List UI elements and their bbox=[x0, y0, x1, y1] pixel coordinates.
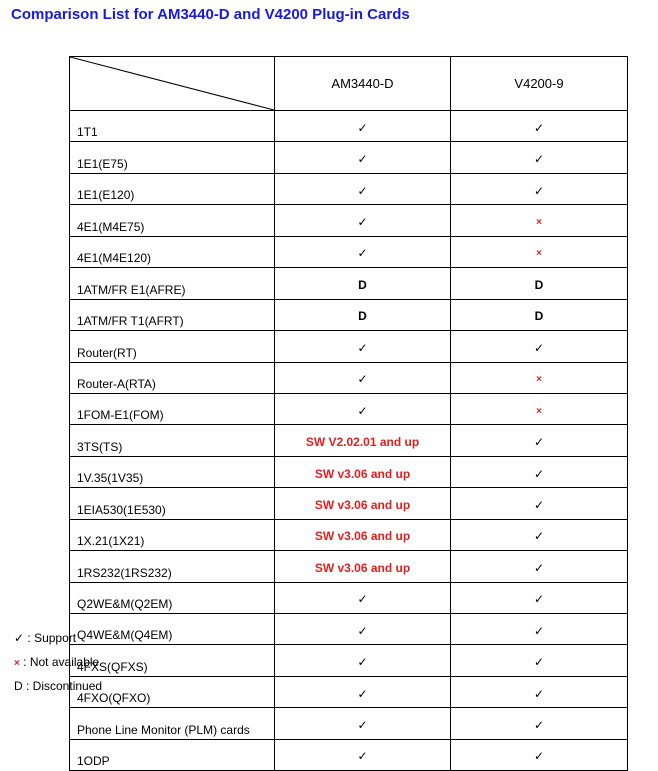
cross-icon: × bbox=[536, 374, 542, 386]
am3440d-support-cell bbox=[275, 205, 451, 236]
am3440d-support-cell bbox=[275, 111, 451, 142]
software-version-note: SW v3.06 and up bbox=[314, 529, 411, 544]
v4200-support-cell bbox=[451, 393, 628, 424]
card-name-cell: 1ATM/FR E1(AFRE) bbox=[70, 268, 275, 299]
check-icon: ✓ bbox=[357, 686, 368, 701]
check-icon: ✓ bbox=[357, 152, 368, 167]
check-icon: ✓ bbox=[533, 718, 545, 733]
check-icon: ✓ bbox=[533, 686, 545, 701]
am3440d-support-cell bbox=[275, 519, 451, 550]
card-name-cell: 1EIA530(1E530) bbox=[70, 488, 275, 519]
am3440d-support-cell bbox=[275, 142, 451, 173]
check-icon: ✓ bbox=[357, 120, 368, 135]
v4200-support-cell bbox=[451, 456, 628, 487]
table-row bbox=[70, 739, 628, 770]
check-icon: ✓ bbox=[533, 749, 545, 764]
am3440d-support-cell bbox=[275, 614, 451, 645]
table-row bbox=[70, 456, 628, 487]
table-row bbox=[70, 551, 628, 582]
check-icon: ✓ bbox=[357, 246, 368, 261]
table-row bbox=[70, 173, 628, 204]
card-name-cell: 1T1 bbox=[70, 111, 275, 142]
check-icon: ✓ bbox=[357, 718, 368, 733]
discontinued-mark: D bbox=[358, 309, 367, 324]
check-icon: ✓ bbox=[357, 183, 368, 198]
card-name-cell: 4FXO(QFXO) bbox=[70, 676, 275, 707]
legend-item-check bbox=[14, 631, 76, 645]
am3440d-support-cell bbox=[275, 582, 451, 613]
comparison-table-body bbox=[70, 57, 628, 771]
table-row bbox=[70, 425, 628, 456]
table-row bbox=[70, 582, 628, 613]
v4200-support-cell bbox=[451, 739, 628, 770]
v4200-support-cell bbox=[451, 645, 628, 676]
am3440d-support-cell bbox=[275, 299, 451, 330]
table-row bbox=[70, 268, 628, 299]
card-name-cell: 1RS232(1RS232) bbox=[70, 551, 275, 582]
am3440d-support-cell bbox=[275, 236, 451, 267]
table-row bbox=[70, 676, 628, 707]
v4200-support-cell bbox=[451, 425, 628, 456]
check-icon: ✓ bbox=[533, 529, 545, 544]
v4200-support-cell bbox=[451, 488, 628, 519]
discontinued-mark: D bbox=[14, 679, 23, 693]
diagonal-line bbox=[70, 57, 274, 110]
card-name-cell: Router(RT) bbox=[70, 331, 275, 362]
card-name-cell: 4E1(M4E75) bbox=[70, 205, 275, 236]
table-row bbox=[70, 111, 628, 142]
v4200-support-cell bbox=[451, 205, 628, 236]
check-icon: ✓ bbox=[533, 435, 545, 450]
table-row bbox=[70, 205, 628, 236]
v4200-support-cell bbox=[451, 582, 628, 613]
software-version-note: SW v3.06 and up bbox=[314, 497, 411, 512]
card-name-cell: Q4WE&M(Q4EM) bbox=[70, 614, 275, 645]
card-name-cell: 1FOM-E1(FOM) bbox=[70, 393, 275, 424]
v4200-support-cell bbox=[451, 614, 628, 645]
table-header-row bbox=[70, 57, 628, 111]
card-name-cell: 1E1(E120) bbox=[70, 173, 275, 204]
cross-icon: × bbox=[14, 658, 20, 669]
v4200-support-cell bbox=[451, 173, 628, 204]
card-name-cell: 1V.35(1V35) bbox=[70, 456, 275, 487]
table-row bbox=[70, 236, 628, 267]
discontinued-mark: D bbox=[358, 277, 367, 292]
card-name-cell: 4FXS(QFXS) bbox=[70, 645, 275, 676]
check-icon: ✓ bbox=[357, 749, 368, 764]
column-header-am3440d: AM3440-D bbox=[275, 57, 451, 111]
table-row bbox=[70, 488, 628, 519]
am3440d-support-cell bbox=[275, 551, 451, 582]
check-icon: ✓ bbox=[533, 466, 545, 481]
table-row bbox=[70, 142, 628, 173]
v4200-support-cell bbox=[451, 676, 628, 707]
v4200-support-cell bbox=[451, 268, 628, 299]
check-icon: ✓ bbox=[533, 560, 545, 575]
check-icon: ✓ bbox=[357, 340, 368, 355]
v4200-support-cell bbox=[451, 299, 628, 330]
v4200-support-cell bbox=[451, 331, 628, 362]
v4200-support-cell bbox=[451, 519, 628, 550]
card-name-cell: 3TS(TS) bbox=[70, 425, 275, 456]
card-name-cell: Q2WE&M(Q2EM) bbox=[70, 582, 275, 613]
am3440d-support-cell bbox=[275, 708, 451, 739]
cross-icon: × bbox=[536, 405, 542, 417]
software-version-note: SW V2.02.01 and up bbox=[305, 435, 420, 450]
v4200-support-cell bbox=[451, 111, 628, 142]
card-name-cell: 1ODP bbox=[70, 739, 275, 770]
am3440d-support-cell bbox=[275, 393, 451, 424]
am3440d-support-cell bbox=[275, 739, 451, 770]
discontinued-mark: D bbox=[534, 309, 544, 324]
check-icon: ✓ bbox=[533, 340, 545, 355]
am3440d-support-cell bbox=[275, 488, 451, 519]
legend-label: : Not available bbox=[19, 655, 100, 669]
am3440d-support-cell bbox=[275, 645, 451, 676]
card-name-cell: 1X.21(1X21) bbox=[70, 519, 275, 550]
am3440d-support-cell bbox=[275, 456, 451, 487]
table-row bbox=[70, 645, 628, 676]
check-icon: ✓ bbox=[357, 372, 368, 387]
table-row bbox=[70, 299, 628, 330]
discontinued-mark: D bbox=[534, 277, 544, 292]
software-version-note: SW v3.06 and up bbox=[314, 560, 411, 575]
check-icon: ✓ bbox=[533, 152, 545, 167]
page-title: Comparison List for AM3440-D and V4200 Plug-in Cards bbox=[11, 6, 410, 23]
v4200-support-cell bbox=[451, 708, 628, 739]
v4200-support-cell bbox=[451, 551, 628, 582]
am3440d-support-cell bbox=[275, 362, 451, 393]
check-icon: ✓ bbox=[357, 655, 368, 670]
v4200-support-cell bbox=[451, 236, 628, 267]
diagonal-header-cell bbox=[70, 57, 275, 111]
table-row bbox=[70, 519, 628, 550]
check-icon: ✓ bbox=[14, 631, 25, 645]
card-name-cell: Router-A(RTA) bbox=[70, 362, 275, 393]
table-row bbox=[70, 393, 628, 424]
check-icon: ✓ bbox=[357, 623, 368, 638]
v4200-support-cell bbox=[451, 362, 628, 393]
table-row bbox=[70, 708, 628, 739]
cross-icon: × bbox=[536, 217, 542, 229]
check-icon: ✓ bbox=[533, 183, 545, 198]
card-name-cell: Phone Line Monitor (PLM) cards bbox=[70, 708, 275, 739]
am3440d-support-cell bbox=[275, 676, 451, 707]
card-name-cell: 1ATM/FR T1(AFRT) bbox=[70, 299, 275, 330]
table-row bbox=[70, 614, 628, 645]
cross-icon: × bbox=[536, 248, 542, 260]
software-version-note: SW v3.06 and up bbox=[314, 466, 411, 481]
am3440d-support-cell bbox=[275, 331, 451, 362]
card-name-cell: 4E1(M4E120) bbox=[70, 236, 275, 267]
check-icon: ✓ bbox=[533, 592, 545, 607]
am3440d-support-cell bbox=[275, 173, 451, 204]
legend-label: : Discontinued bbox=[22, 679, 103, 693]
legend-item-cross bbox=[14, 655, 99, 669]
check-icon: ✓ bbox=[533, 497, 545, 512]
table-row bbox=[70, 331, 628, 362]
card-name-cell: 1E1(E75) bbox=[70, 142, 275, 173]
check-icon: ✓ bbox=[357, 592, 368, 607]
table-row bbox=[70, 362, 628, 393]
check-icon: ✓ bbox=[357, 215, 368, 230]
check-icon: ✓ bbox=[533, 623, 545, 638]
check-icon: ✓ bbox=[533, 120, 545, 135]
v4200-support-cell bbox=[451, 142, 628, 173]
am3440d-support-cell bbox=[275, 425, 451, 456]
check-icon: ✓ bbox=[357, 403, 368, 418]
comparison-table bbox=[69, 56, 628, 771]
legend-label: : Support bbox=[24, 631, 77, 645]
am3440d-support-cell bbox=[275, 268, 451, 299]
check-icon: ✓ bbox=[533, 655, 545, 670]
legend-item-d bbox=[14, 679, 102, 693]
column-header-v4200: V4200-9 bbox=[451, 57, 628, 111]
